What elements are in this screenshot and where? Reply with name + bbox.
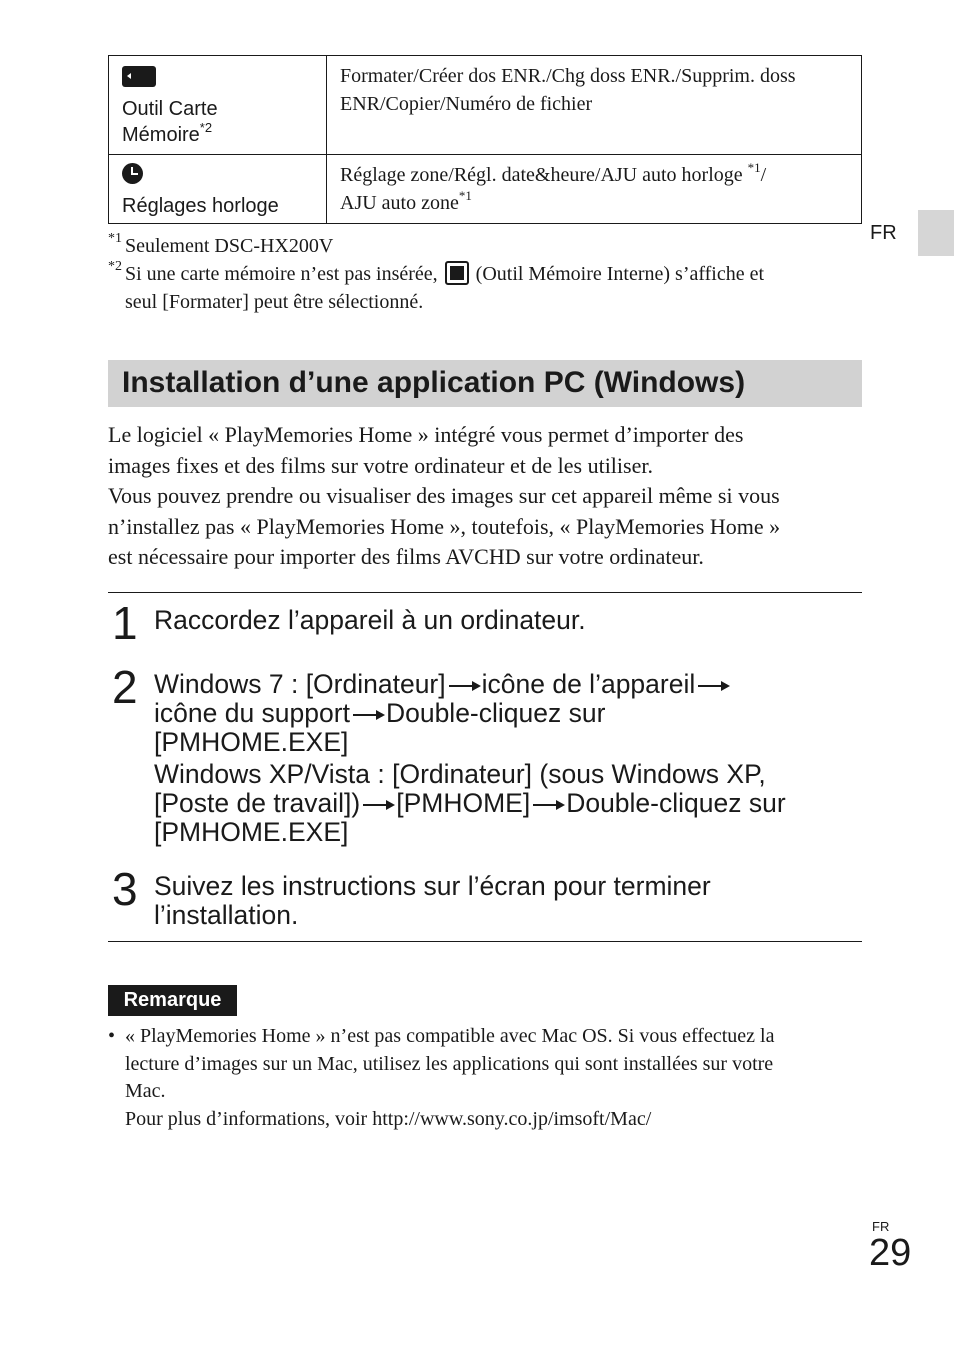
step-segment: [PMHOME.EXE] xyxy=(154,817,349,847)
clock-icon xyxy=(122,163,143,184)
memory-card-tool-icon xyxy=(122,66,156,87)
text-line: images fixes et des films sur votre ordinateur et de les utiliser. xyxy=(108,452,653,478)
step-segment: icône de l’appareil xyxy=(481,669,696,699)
setting-label: Mémoire xyxy=(122,124,200,146)
arrow-right-icon xyxy=(363,804,393,806)
setting-desc: / xyxy=(760,164,767,186)
setting-desc: Formater/Créer dos ENR./Chg doss ENR./Supprim. doss xyxy=(340,65,796,87)
text-line: Pour plus d’informations, voir http://www.sony.co.jp/imsoft/Mac/ xyxy=(125,1107,652,1130)
setting-label-cell xyxy=(109,56,327,155)
footnote xyxy=(108,260,858,316)
arrow-right-icon xyxy=(353,714,383,716)
footnote-ref: *2 xyxy=(199,120,213,135)
step-2 xyxy=(112,661,862,847)
step-text xyxy=(154,872,862,930)
footnote-ref: *1 xyxy=(747,160,761,175)
step-segment: [PMHOME] xyxy=(396,788,531,818)
bullet: • xyxy=(108,1025,116,1047)
footnote-text: Seulement DSC-HX200V xyxy=(125,235,334,257)
page-language: FR xyxy=(872,1219,890,1234)
step-number: 1 xyxy=(112,597,138,649)
paragraph xyxy=(108,420,868,481)
internal-memory-icon xyxy=(445,261,469,285)
note-badge: Remarque xyxy=(108,985,237,1016)
language-tab-label: FR xyxy=(870,222,897,244)
footnote-text: seul [Formater] peut être sélectionné. xyxy=(125,291,424,313)
step-segment: l’installation. xyxy=(154,900,299,930)
step-number: 3 xyxy=(112,863,138,915)
text-line: « PlayMemories Home » n’est pas compatible avec Mac OS. Si vous effectuez la xyxy=(125,1025,775,1047)
text-line: Vous pouvez prendre ou visualiser des images sur cet appareil même si vous xyxy=(108,483,780,508)
note-body xyxy=(108,1023,862,1133)
setting-desc: AJU auto zone xyxy=(340,192,459,214)
table-row xyxy=(109,155,862,224)
step-segment: Suivez les instructions sur l’écran pour terminer xyxy=(154,871,711,901)
language-tab xyxy=(918,210,954,256)
step-text: Raccordez l’appareil à un ordinateur. xyxy=(154,605,586,635)
divider xyxy=(108,941,862,942)
text-line: lecture d’images sur un Mac, utilisez les applications qui sont installées sur votre xyxy=(125,1052,774,1075)
text-line: Le logiciel « PlayMemories Home » intégré vous permet d’importer des xyxy=(108,422,744,447)
intro-text xyxy=(108,420,868,573)
step-text xyxy=(154,670,862,847)
footnote xyxy=(108,232,858,260)
setting-desc-cell xyxy=(327,155,862,224)
divider xyxy=(108,592,862,593)
step-segment: [PMHOME.EXE] xyxy=(154,727,349,757)
setting-label: Réglages horloge xyxy=(122,195,279,217)
step-segment: [Poste de travail]) xyxy=(154,788,361,818)
setting-desc: ENR/Copier/Numéro de fichier xyxy=(340,93,593,115)
settings-table xyxy=(108,55,862,224)
text-line: n’installez pas « PlayMemories Home », toutefois, « PlayMemories Home » xyxy=(108,513,781,539)
paragraph xyxy=(108,481,868,573)
setting-label: Outil Carte xyxy=(122,98,218,120)
arrow-right-icon xyxy=(449,685,479,687)
footnote-mark: *2 xyxy=(108,259,122,274)
setting-desc-cell xyxy=(327,56,862,155)
step-number: 2 xyxy=(112,661,138,713)
arrow-right-icon xyxy=(533,804,563,806)
note-text xyxy=(125,1023,862,1133)
step-segment: icône du support xyxy=(154,698,350,728)
footnote-text: Si une carte mémoire n’est pas insérée, xyxy=(125,263,443,285)
section-title: Installation d’une application PC (Windows) xyxy=(108,360,862,407)
text-line: Mac. xyxy=(125,1080,166,1102)
table-row xyxy=(109,56,862,155)
footnotes xyxy=(108,232,858,316)
footnote-mark: *1 xyxy=(108,231,122,246)
step-segment: Windows 7 : [Ordinateur] xyxy=(154,669,446,699)
footnote-ref: *1 xyxy=(458,188,472,203)
text-line: est nécessaire pour importer des films AVCHD sur votre ordinateur. xyxy=(108,544,704,569)
setting-desc: Réglage zone/Régl. date&heure/AJU auto horloge xyxy=(340,164,748,186)
step-segment: Double-cliquez sur xyxy=(385,698,606,728)
page-number: 29 xyxy=(869,1232,912,1274)
footnote-text: (Outil Mémoire Interne) s’affiche et xyxy=(470,263,765,285)
arrow-right-icon xyxy=(698,685,728,687)
step-segment: Double-cliquez sur xyxy=(566,788,786,818)
step-3 xyxy=(112,863,862,930)
setting-label-cell xyxy=(109,155,327,224)
step-1 xyxy=(112,597,862,649)
step-segment: Windows XP/Vista : [Ordinateur] (sous Windows XP, xyxy=(154,759,766,789)
